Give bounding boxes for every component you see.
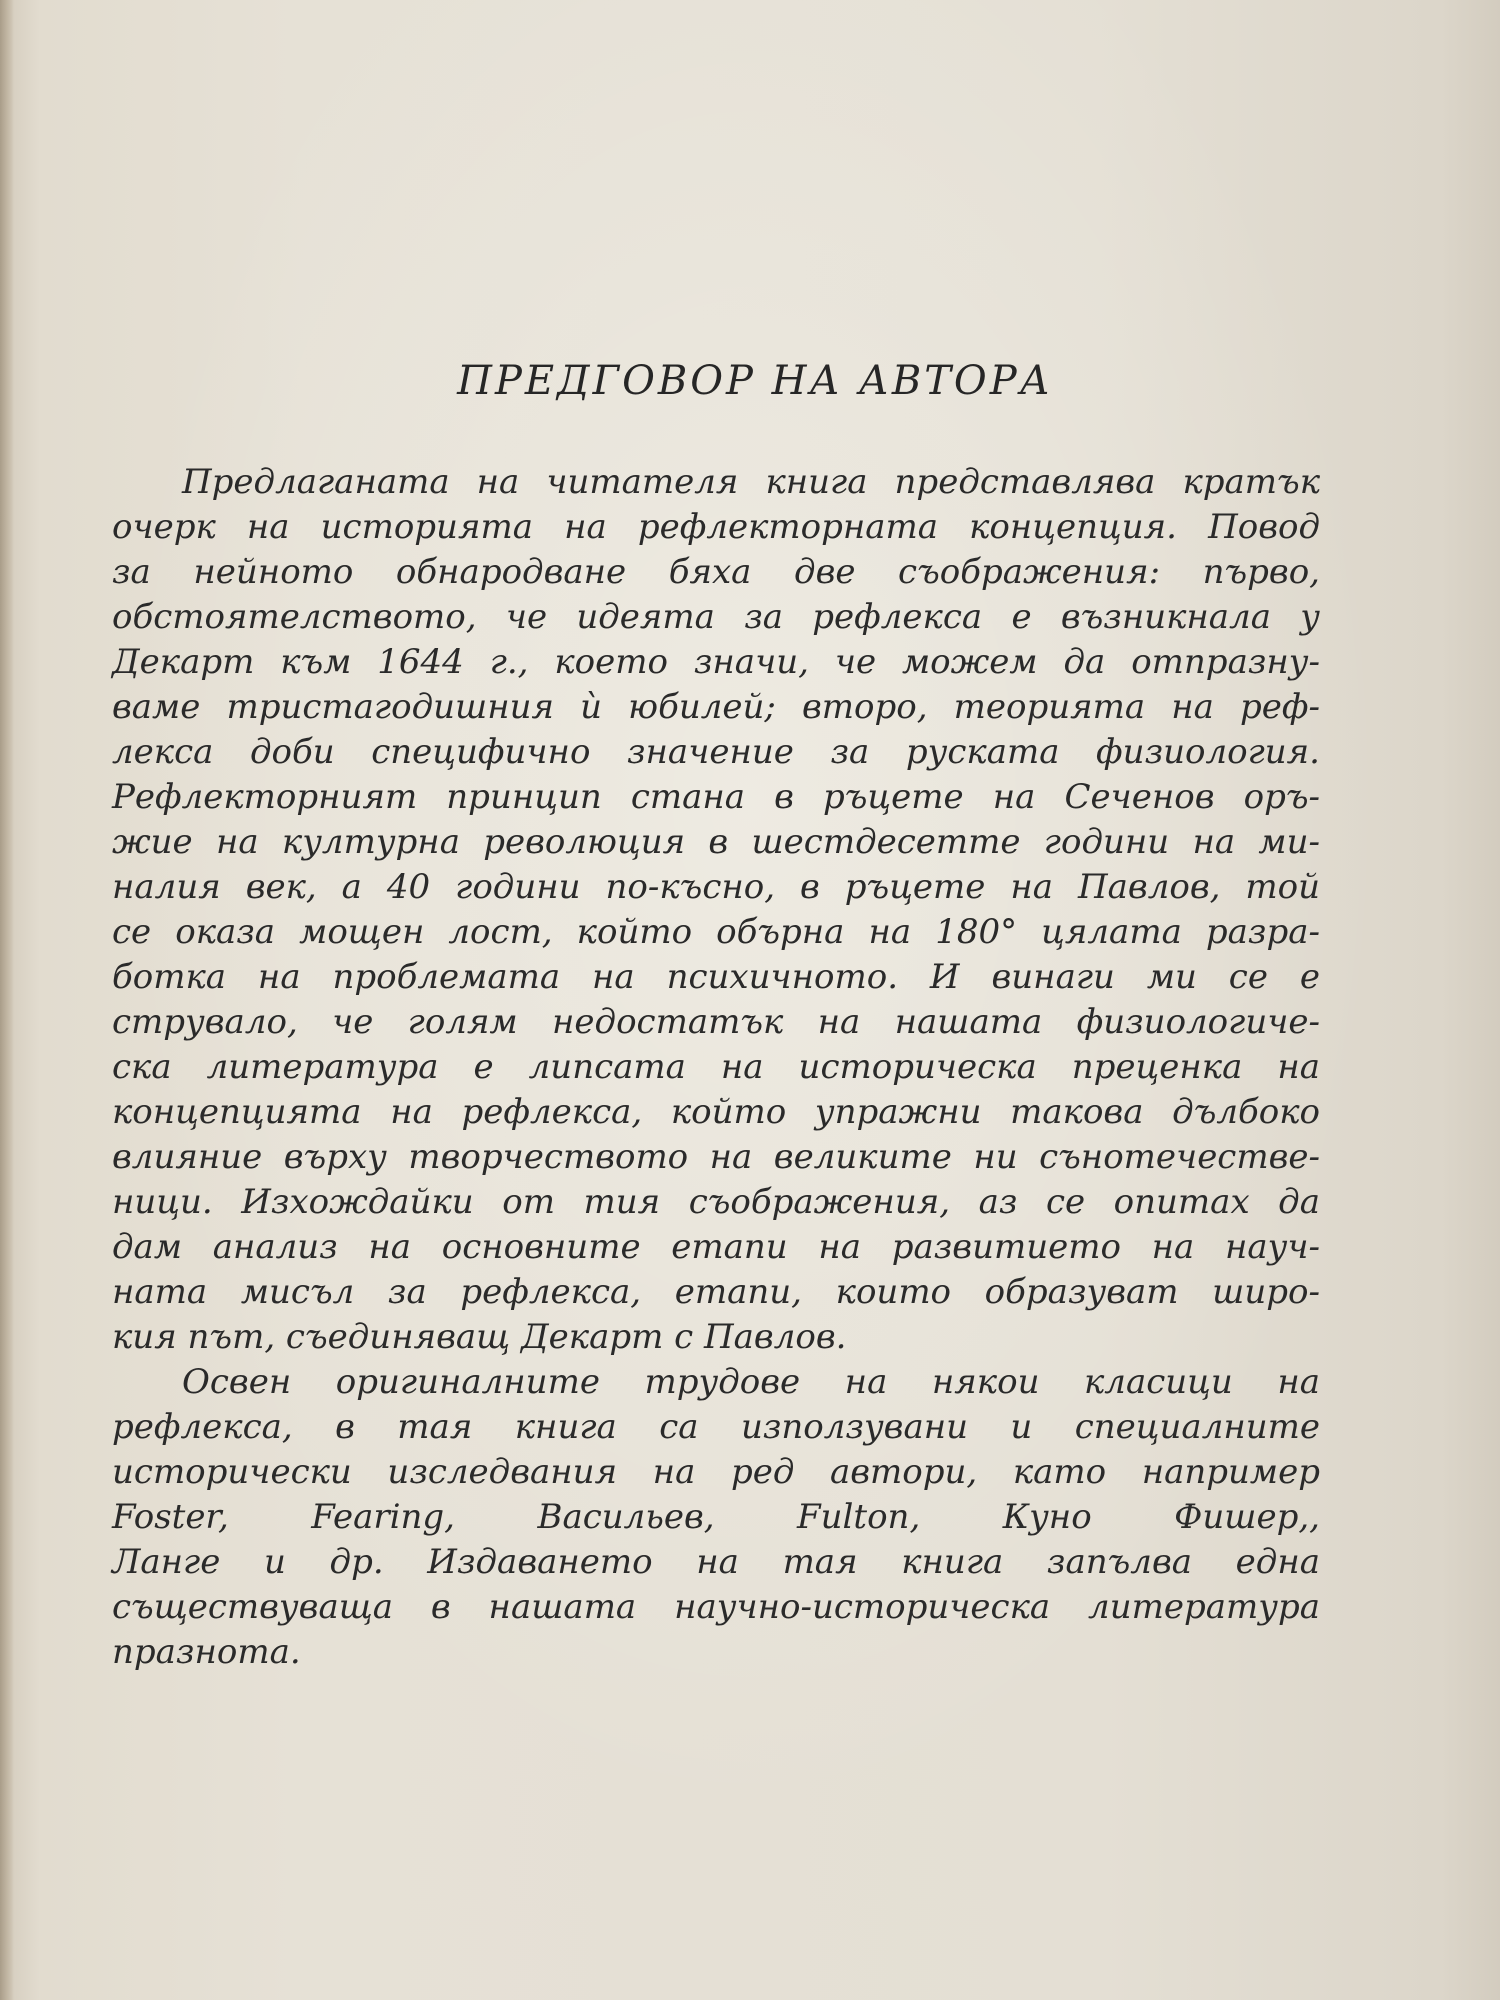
text-line: Освен оригиналните трудове на някои класици на (182, 1362, 1320, 1402)
text-line: се оказа мощен лост, който обърна на 180° цялата разра- (112, 912, 1320, 952)
text-line: рефлекса, в тая книга са използувани и специалните (112, 1407, 1320, 1447)
text-line: за нейното обнародване бяха две съображения: първо, (112, 552, 1320, 592)
paragraph-1 (112, 460, 1320, 1360)
text-line: концепцията на рефлекса, който упражни такова дълбоко (112, 1092, 1320, 1132)
text-line: съществуваща в нашата научно-историческа литература (112, 1587, 1320, 1627)
text-line: лекса доби специфично значение за руската физиология. (112, 732, 1320, 772)
text-line: Предлаганата на читателя книга представлява кратък (182, 462, 1320, 502)
text-line: очерк на историята на рефлекторната концепция. Повод (112, 507, 1320, 547)
text-line: Рефлекторният принцип стана в ръцете на Сеченов оръ- (112, 777, 1320, 817)
text-line: влияние върху творчеството на великите ни сънотечестве- (112, 1137, 1320, 1177)
page-title: ПРЕДГОВОР НА АВТОРА (457, 358, 1053, 404)
text-line: Ланге и др. Издаването на тая книга запълва една (112, 1542, 1320, 1582)
text-line: дам анализ на основните етапи на развитието на науч- (112, 1227, 1320, 1267)
text-line: ска литература е липсата на историческа преценка на (112, 1047, 1320, 1087)
text-line: Foster, Fearing, Васильев, Fulton, Куно Фишер,, (112, 1497, 1320, 1537)
text-line: струвало, че голям недостатък на нашата физиологиче- (112, 1002, 1320, 1042)
text-line: Декарт към 1644 г., което значи, че можем да отпразну- (112, 642, 1320, 682)
text-line: ботка на проблемата на психичното. И винаги ми се е (112, 957, 1320, 997)
text-line: обстоятелството, че идеята за рефлекса е възникнала у (112, 597, 1320, 637)
text-line: ната мисъл за рефлекса, етапи, които образуват широ- (112, 1272, 1320, 1312)
text-line: исторически изследвания на ред автори, като например (112, 1452, 1320, 1492)
text-line: жие на културна революция в шестдесетте години на ми- (112, 822, 1320, 862)
text-line: кия път, съединяващ Декарт с Павлов. (112, 1317, 847, 1357)
text-line: ници. Изхождайки от тия съображения, аз се опитах да (112, 1182, 1320, 1222)
text-line: ваме тристагодишния ѝ юбилей; второ, теорията на реф- (112, 687, 1320, 727)
text-line: налия век, а 40 години по-късно, в ръцете на Павлов, той (112, 867, 1320, 907)
text-line: празнота. (112, 1632, 301, 1672)
preface-body (112, 460, 1320, 1675)
page-binding-edge (0, 0, 14, 2000)
paragraph-2 (112, 1360, 1320, 1675)
